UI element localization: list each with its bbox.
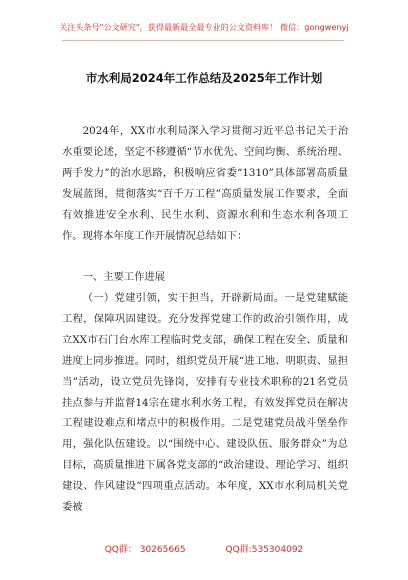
intro-paragraph: 2024年，XX市水利局深入学习贯彻习近平总书记关于治水重要论述，坚定不移遵循“节水优先、空间均衡、系统治理、两手发力”的治水思路，积极响应省委“1310”具体部署高质量发展蓝图，贯彻落实“百千万工程”高质量发展工作要求，全面有效推进安全水利、民生水利、资源水利和生态水利各项工作。现将本年度工作开展情况总结如下：: [62, 125, 348, 242]
footer-contact: [0, 542, 408, 555]
document-title: 市水利局2024年工作总结及2025年工作计划: [85, 71, 323, 85]
header-divider: [62, 40, 344, 41]
header-banner: 关注头条号"公文研究"，获得最新最全最专业的公文资料库！ 微信：gongwenyj: [59, 23, 349, 32]
section-heading: 一、主要工作进展: [82, 271, 165, 283]
footer-qq-group-1: QQ群： 30265665: [104, 545, 186, 555]
footer-qq-group-2: QQ群:535304092: [225, 545, 304, 555]
section-body-paragraph: （一）党建引领，实干担当，开辟新局面。一是党建赋能工程，保障巩固建设。充分发挥党建工作的政治引领作用，成立XX市石门台水库工程临时党支部，确保工程在安全、质量和进度上同步推进。同时，组织党员开展“进工地、明职责、显担当”活动，设立党员先锋岗，安排有专业技术职称的21名党员挂点参与并监督14宗在建水利水务工程，有效发挥党员在解决工程建设难点和堵点中的积极作用。二是党建党员战斗堡垒作用，强化队伍建设。以“围绕中心、建设队伍、服务群众”为总目标，高质量推进下属各党支部的“政治建设、理论学习、组织建设、作风建设”四项重点活动。本年度，XX市水利局机关党委被: [62, 292, 348, 514]
